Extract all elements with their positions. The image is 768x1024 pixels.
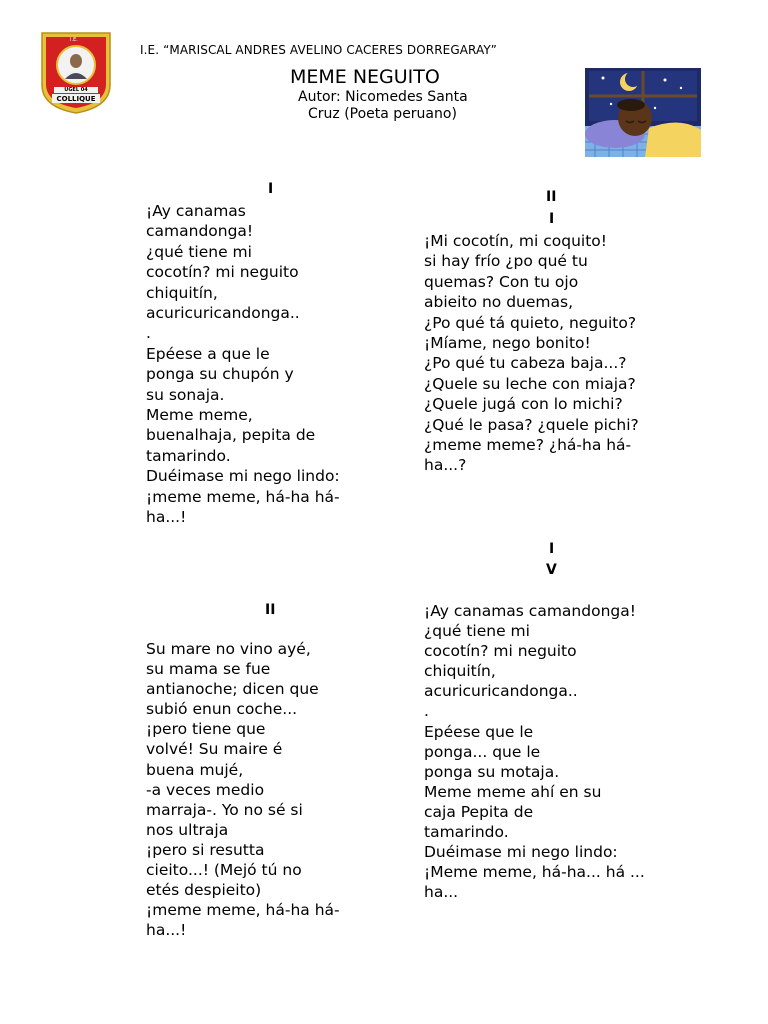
author-credit bbox=[298, 89, 498, 122]
stanza-1-text bbox=[146, 201, 340, 528]
stanza-line: ¿Quele jugá con lo michi? bbox=[424, 395, 623, 414]
school-name: I.E. “MARISCAL ANDRES AVELINO CACERES DORREGARAY” bbox=[140, 43, 497, 57]
stanza-line: Duéimase mi nego lindo: bbox=[146, 467, 340, 486]
stanza-line: ponga su motaja. bbox=[424, 762, 560, 781]
stanza-line: Meme meme ahí en su bbox=[424, 782, 602, 801]
stanza-line: cocotín? mi neguito bbox=[146, 263, 299, 282]
stanza-3-heading: II bbox=[265, 602, 276, 618]
stanza-line: ponga su chupón y bbox=[146, 365, 294, 384]
stanza-line: ¡meme meme, há-ha há- bbox=[146, 901, 340, 920]
sleeping-baby-icon bbox=[585, 68, 701, 157]
logo-top-text: I.E. bbox=[70, 37, 78, 43]
stanza-line: cieito...! (Mejó tú no bbox=[146, 861, 302, 880]
stanza-line: . bbox=[424, 702, 429, 721]
school-logo bbox=[40, 31, 112, 115]
stanza-line: camandonga! bbox=[146, 222, 254, 241]
stanza-line: marraja-. Yo no sé si bbox=[146, 800, 303, 819]
stanza-line: ¡meme meme, há-ha há- bbox=[146, 487, 340, 506]
stanza-line: Su mare no vino ayé, bbox=[146, 640, 311, 658]
stanza-2-text bbox=[424, 231, 639, 476]
sleeping-baby-illustration bbox=[585, 68, 701, 157]
stanza-line: ¿Qué le pasa? ¿quele pichi? bbox=[424, 415, 639, 434]
stanza-line: Epéese que le bbox=[424, 722, 534, 741]
stanza-line: caja Pepita de bbox=[424, 802, 534, 821]
stanza-line: tamarindo. bbox=[424, 823, 509, 842]
stanza-line: ha... bbox=[424, 883, 459, 902]
stanza-line: su sonaja. bbox=[146, 385, 225, 404]
stanza-line: volvé! Su maire é bbox=[146, 740, 283, 759]
stanza-line: -a veces medio bbox=[146, 780, 265, 799]
stanza-3-text bbox=[146, 639, 340, 940]
stanza-line: buenalhaja, pepita de bbox=[146, 426, 316, 445]
author-line-2: Cruz (Poeta peruano) bbox=[308, 105, 457, 122]
stanza-line: ¿Po qué tu cabeza baja...? bbox=[424, 354, 627, 373]
logo-ugel-text: UGEL 04 bbox=[64, 87, 88, 93]
stanza-line: ha...? bbox=[424, 456, 467, 475]
stanza-line: tamarindo. bbox=[146, 446, 231, 465]
stanza-line: ¡Ay canamas camandonga! bbox=[424, 602, 636, 620]
stanza-4-text bbox=[424, 601, 645, 902]
stanza-line: su mama se fue bbox=[146, 660, 271, 679]
stanza-line: ¡Meme meme, há-ha... há ... bbox=[424, 863, 645, 882]
stanza-line: nos ultraja bbox=[146, 820, 229, 839]
stanza-2-heading-b: I bbox=[549, 211, 555, 227]
stanza-line: acuricuricandonga.. bbox=[424, 682, 578, 701]
stanza-line: Meme meme, bbox=[146, 406, 253, 425]
stanza-line: ¡Ay canamas bbox=[146, 202, 246, 220]
stanza-1-heading: I bbox=[268, 181, 274, 197]
stanza-line: abieito no duemas, bbox=[424, 293, 574, 312]
stanza-line: ponga... que le bbox=[424, 742, 541, 761]
stanza-line: ¡Míame, nego bonito! bbox=[424, 334, 591, 353]
stanza-line: etés despieito) bbox=[146, 881, 262, 900]
stanza-line: ha...! bbox=[146, 921, 187, 940]
poem-title: MEME NEGUITO bbox=[290, 66, 440, 88]
stanza-line: ¡Mi cocotín, mi coquito! bbox=[424, 232, 607, 250]
stanza-4-heading-a: I bbox=[549, 541, 555, 557]
author-line-1: Autor: Nicomedes Santa bbox=[298, 89, 468, 105]
stanza-line: . bbox=[146, 324, 151, 343]
stanza-line: buena mujé, bbox=[146, 760, 244, 779]
stanza-line: Duéimase mi nego lindo: bbox=[424, 843, 618, 862]
stanza-line: ¿meme meme? ¿há-ha há- bbox=[424, 436, 632, 455]
stanza-line: si hay frío ¿po qué tu bbox=[424, 252, 588, 271]
stanza-line: chiquitín, bbox=[146, 283, 218, 302]
stanza-line: acuricuricandonga.. bbox=[146, 304, 300, 323]
stanza-line: quemas? Con tu ojo bbox=[424, 272, 579, 291]
stanza-line: ¿qué tiene mi bbox=[424, 622, 530, 641]
stanza-2-heading-a: II bbox=[546, 189, 557, 205]
stanza-line: cocotín? mi neguito bbox=[424, 642, 577, 661]
stanza-line: subió enun coche... bbox=[146, 700, 298, 719]
stanza-4-heading-b: V bbox=[546, 562, 557, 578]
logo-name-text: COLLIQUE bbox=[56, 95, 96, 103]
stanza-line: ¿Po qué tá quieto, neguito? bbox=[424, 313, 637, 332]
stanza-line: chiquitín, bbox=[424, 662, 496, 681]
stanza-line: ¡pero si resutta bbox=[146, 840, 265, 859]
stanza-line: Epéese a que le bbox=[146, 344, 270, 363]
stanza-line: ha...! bbox=[146, 508, 187, 527]
stanza-line: ¿qué tiene mi bbox=[146, 242, 252, 261]
stanza-line: antianoche; dicen que bbox=[146, 680, 319, 699]
stanza-line: ¿Quele su leche con miaja? bbox=[424, 374, 636, 393]
stanza-line: ¡pero tiene que bbox=[146, 720, 266, 739]
